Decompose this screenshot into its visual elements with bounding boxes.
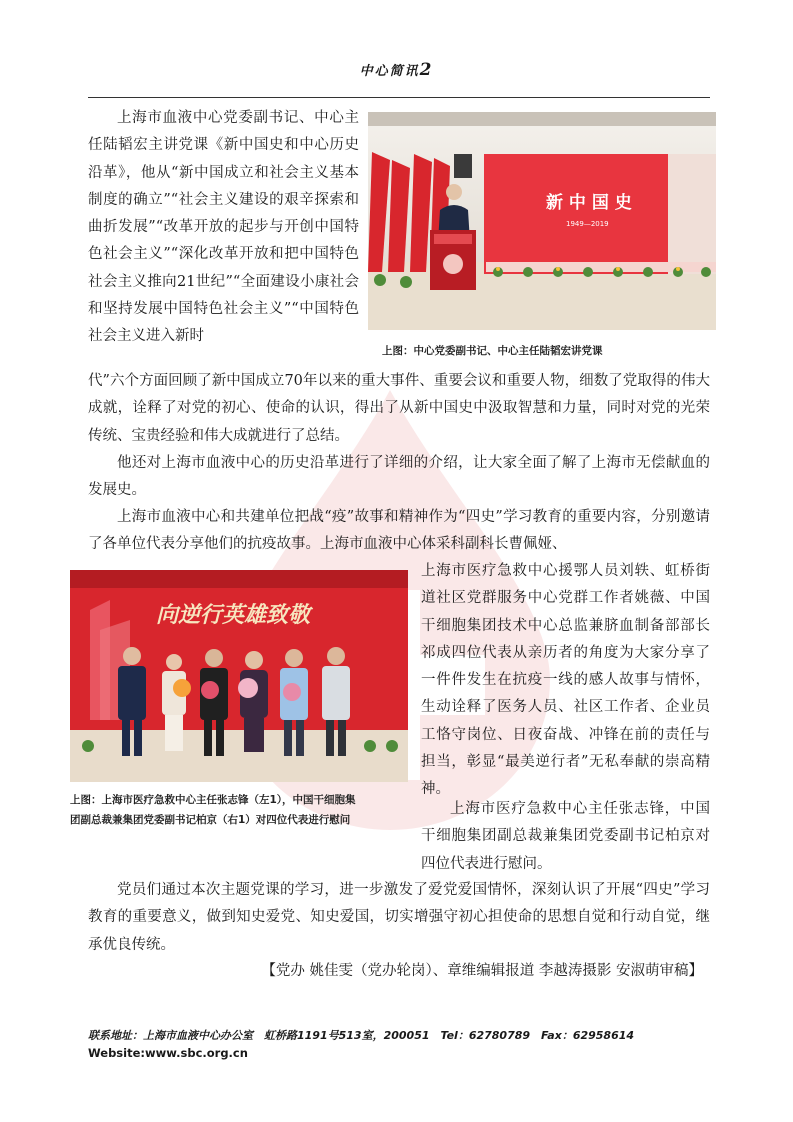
lecture-photo-image (368, 112, 716, 330)
paragraph-4: 上海市医疗急救中心主任张志锋，中国干细胞集团副总裁兼集团党委副书记柏京对四位代表进行慰问。 (421, 801, 710, 872)
credit-line: 【党办 姚佳雯（党办轮岗）、章维编辑报道 李越涛摄影 安淑萌审稿】 (261, 963, 703, 979)
screen-years-text: 1949—2019 (566, 220, 609, 228)
paragraph-1-part-1: 上海市血液中心党委副书记、中心主任陆韬宏主讲党课《新中国史和中心历史沿革》，他从“新中国成立和社会主义基本制度的确立”“社会主义建设的艰辛探索和曲折发展”“改革开放的起步与开创中国特色社会主义”“深化改革开放和把中国特色社会主义推向21世纪”“全面建设小康社会和坚持发展中国特色社会主义”“中国特色社会主义进入新时 (88, 110, 359, 345)
paragraph-1-part-2: 代”六个方面回顾了新中国成立70年以来的重大事件、重要会议和重要人物，细数了党取得的伟大成就，诠释了对党的初心、使命的认识，得出了从新中国史中汲取智慧和力量，同时对党的光荣传统、宝贵经验和伟大成就进行了总结。 (88, 373, 710, 444)
group-photo-image (70, 570, 408, 782)
group-photo-caption-line-2: 团副总裁兼集团党委副书记柏京（右1）对四位代表进行慰问 (70, 814, 351, 826)
paragraph-5: 党员们通过本次主题党课的学习，进一步激发了爱党爱国情怀，深刻认识了开展“四史”学习教育的重要意义，做到知史爱党、知史爱国，切实增强守初心担使命的思想自觉和行动自觉，继承优良传统。 (88, 882, 710, 953)
lecture-photo (368, 112, 716, 330)
group-photo-caption (70, 790, 415, 830)
screen-title-text: 新 中 国 史 (546, 193, 632, 213)
header-page-number: 2 (419, 60, 434, 80)
group-photo (70, 570, 408, 782)
group-photo-caption-line-1: 上图：上海市医疗急救中心主任张志锋（左1），中国干细胞集 (70, 794, 356, 806)
paragraph-3-part-1: 上海市血液中心和共建单位把战“疫”故事和精神作为“四史”学习教育的重要内容，分别邀请了各单位代表分享他们的抗疫故事。上海市血液中心体采科副科长曹佩娅、 (88, 509, 710, 553)
paragraph-3-part-2: 上海市医疗急救中心援鄂人员刘轶、虹桥街道社区党群服务中心党群工作者姚薇、中国干细胞集团技术中心总监兼脐血制备部部长祁成四位代表从亲历者的角度为大家分享了一件件发生在抗疫一线的感人故事与情怀，生动诠释了医务人员、社区工作者、企业员工恪守岗位、日夜奋战、冲锋在前的责任与担当，彰显“最美逆行者”无私奉献的崇高精神。 (421, 563, 710, 798)
page-header (0, 60, 793, 80)
lecture-photo-caption: 上图：中心党委副书记、中心主任陆韬宏讲党课 (382, 345, 603, 357)
banner-text: 向逆行英雄致敬 (156, 602, 311, 628)
paragraph-2: 他还对上海市血液中心的历史沿革进行了详细的介绍，让大家全面了解了上海市无偿献血的发展史。 (88, 455, 710, 499)
footer-website: Website:www.sbc.org.cn (88, 1046, 248, 1060)
header-rule (88, 97, 710, 98)
footer-address: 联系地址：上海市血液中心办公室 虹桥路1191号513室，200051 Tel：62780789 Fax：62958614 (88, 1029, 635, 1042)
header-title: 中心简讯 (359, 64, 420, 79)
